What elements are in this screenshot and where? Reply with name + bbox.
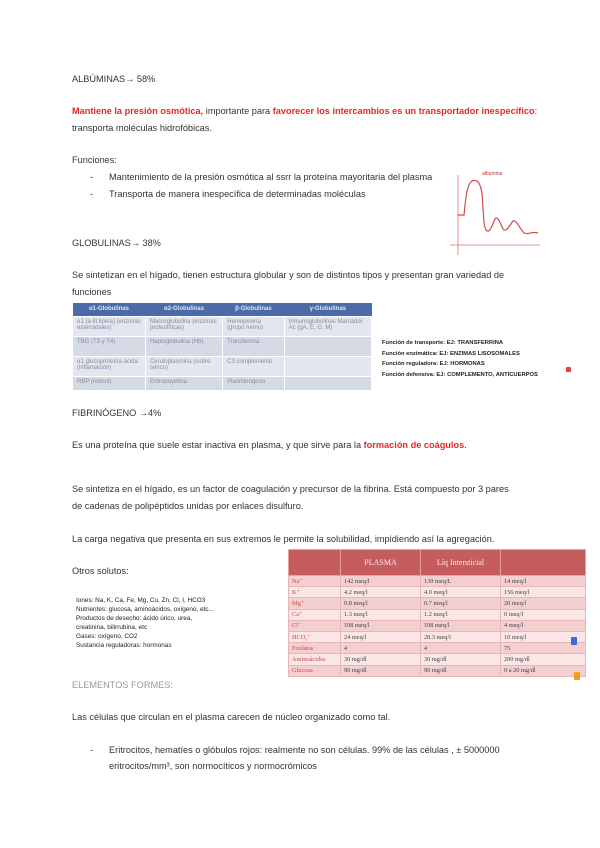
- table-cell: 0 meq/l: [501, 609, 586, 620]
- th-empty: [289, 550, 341, 576]
- elementos-bullet-line2: eritrocitos/mm³, son normocíticos y normocrómicos: [109, 761, 317, 771]
- albuminas-red2: favorecer los intercambios es un transportador inespecífico: [272, 106, 535, 116]
- table-cell: 1.2 meq/l: [421, 609, 501, 620]
- fibrinogeno-period: .: [464, 440, 467, 450]
- table-cell: 1.3 meq/l: [341, 609, 421, 620]
- fibrinogeno-red: formación de coágulos: [363, 440, 465, 450]
- th-empty-2: [501, 550, 586, 576]
- table-cell: K⁺: [289, 587, 341, 598]
- table-row: [73, 336, 372, 356]
- table-cell: [284, 356, 371, 376]
- table-cell: C3 complemento: [223, 356, 285, 376]
- th-gamma: γ-Globulinas: [284, 303, 371, 316]
- table-cell: [284, 376, 371, 390]
- fibrinogeno-line4: La carga negativa que presenta en sus extremos le permite la solubilidad, impidiendo así la agregación.: [72, 534, 495, 544]
- table-row: [289, 609, 586, 620]
- table-cell: [284, 336, 371, 356]
- table-cell: α1 (a-lit lipina) (enzimas esteroidales): [73, 316, 146, 336]
- albuminas-colon: :: [534, 106, 538, 116]
- table-cell: 200 mg/dl: [501, 654, 586, 665]
- fibrinogeno-line1: [72, 437, 552, 453]
- albuminas-line1: [72, 103, 542, 119]
- decorative-marker-icon: [566, 367, 571, 372]
- table-cell: 0.7 meq/l: [421, 598, 501, 609]
- function-item: Función defensiva: EJ: COMPLEMENTO, ANTICUERPOS: [382, 371, 538, 378]
- plasma-table-header: [289, 550, 586, 576]
- fibrinogeno-line2: Se sintetiza en el hígado, es un factor de coagulación y precursor de la fibrina. Está compuesto por 3 pares: [72, 484, 509, 494]
- funciones-label: Funciones:: [72, 155, 117, 165]
- table-cell: Na⁺: [289, 576, 341, 587]
- fibrinogeno-line3: de cadenas de polipéptidos unidas por enlaces disulfuro.: [72, 501, 304, 511]
- elementos-line: Las células que circulan en el plasma carecen de núcleo organizado como tal.: [72, 712, 391, 722]
- table-cell: Aminoácidos: [289, 654, 341, 665]
- table-cell: Ca⁺: [289, 609, 341, 620]
- table-cell: Cl⁻: [289, 620, 341, 631]
- albuminas-red1: Mantiene la presión osmótica,: [72, 106, 204, 116]
- fibrinogeno-heading: FIBRINÓGENO →4%: [72, 408, 162, 418]
- table-cell: 4.2 meq/l: [341, 587, 421, 598]
- table-cell: HCO₃⁻: [289, 631, 341, 642]
- list-item: Gases: oxígeno, CO2: [76, 633, 138, 640]
- table-row: [73, 316, 372, 336]
- decorative-marker-icon: [574, 672, 580, 680]
- globulinas-heading: GLOBULINAS→ 38%: [72, 238, 161, 248]
- globulinas-table: [72, 303, 372, 391]
- table-cell: 10 meq/l: [501, 631, 586, 642]
- list-item: creatinina, bilirrubina, etc: [76, 624, 148, 631]
- table-cell: Hemopexina (grupo hemo): [223, 316, 285, 336]
- albumin-electrophoresis-graph: [450, 163, 540, 256]
- table-cell: 108 meq/l: [341, 620, 421, 631]
- table-cell: 20 meq/l: [501, 598, 586, 609]
- list-item: Iones: Na, K, Ca, Fe, Mg, Cu, Zn, Cl, I, HCO3: [76, 597, 206, 604]
- table-row: [289, 576, 586, 587]
- table-cell: 90 mg/dl: [341, 665, 421, 676]
- table-cell: 4 meq/l: [501, 620, 586, 631]
- list-item: Productos de desecho: ácido úrico, urea,: [76, 615, 193, 622]
- table-cell: 0 a 20 mg/dl: [501, 665, 586, 676]
- table-cell: TBG (T3 y T4): [73, 336, 146, 356]
- table-cell: Macroglobulina (enzimas proteolíticas): [145, 316, 222, 336]
- table-row: [289, 665, 586, 676]
- th-alfa1: α1-Globulinas: [73, 303, 146, 316]
- decorative-marker-icon: [571, 637, 577, 645]
- albuminas-heading: ALBÚMINAS→ 58%: [72, 74, 156, 84]
- function-item: Función reguladora: EJ: HORMONAS: [382, 361, 485, 367]
- table-cell: RBP (retinol): [73, 376, 146, 390]
- table-cell: 0.8 meq/l: [341, 598, 421, 609]
- function-item: Función enzimática: EJ: ENZIMAS LISOSOMALES: [382, 350, 520, 357]
- table-cell: 142 meq/l: [341, 576, 421, 587]
- albuminas-bullet-1: - Mantenimiento de la presión osmótica al ssrr la proteína mayoritaria del plasma: [90, 172, 433, 182]
- table-row: [289, 587, 586, 598]
- table-cell: Ceruloplasmina (cobre sérico): [145, 356, 222, 376]
- table-cell: 28.3 meq/l: [421, 631, 501, 642]
- table-cell: 4: [421, 643, 501, 654]
- albuminas-mid: importante para: [203, 106, 273, 116]
- albuminas-line2: transporta moléculas hidrofóbicas.: [72, 123, 212, 133]
- table-cell: Plasminógeno: [223, 376, 285, 390]
- table-row: [289, 654, 586, 665]
- table-row: [73, 356, 372, 376]
- albuminas-bullet-2: - Transporta de manera inespecífica de determinadas moléculas: [90, 189, 366, 199]
- table-row: [289, 631, 586, 642]
- list-item: Sustancia reguladoras: hormonas: [76, 642, 172, 649]
- table-cell: 30 mg/dl: [341, 654, 421, 665]
- table-cell: 24 meq/l: [341, 631, 421, 642]
- th-alfa2: α2-Globulinas: [145, 303, 222, 316]
- table-cell: Inmunoglobulinas Marcador Ac (gA, E, G, M): [284, 316, 371, 336]
- table-cell: 4: [341, 643, 421, 654]
- globulinas-line1: Se sintetizan en el hígado, tienen estructura globular y son de distintos tipos y presentan gran variedad de: [72, 270, 505, 280]
- table-cell: Fosfatos: [289, 643, 341, 654]
- fibrinogeno-text: Es una proteína que suele estar inactiva en plasma, y que sirve para la: [72, 440, 364, 450]
- table-row: [73, 376, 372, 390]
- table-cell: Mg⁺: [289, 598, 341, 609]
- table-cell: 14 meq/l: [501, 576, 586, 587]
- table-cell: 156 meq/l: [501, 587, 586, 598]
- th-beta: β-Globulinas: [223, 303, 285, 316]
- th-plasma: PLASMA: [341, 550, 421, 576]
- table-row: [289, 643, 586, 654]
- elementos-bullet-line1: Eritrocitos, hematíes o glóbulos rojos: realmente no son células. 99% de las células , ± 5000000: [109, 745, 500, 755]
- table-row: [289, 620, 586, 631]
- otros-solutos-list: [76, 596, 276, 650]
- globulinas-line2: funciones: [72, 287, 112, 297]
- table-cell: 4.0 meq/l: [421, 587, 501, 598]
- otros-heading: Otros solutos:: [72, 566, 129, 576]
- globulin-functions-list: [382, 338, 588, 380]
- globulinas-table-header: [73, 303, 372, 316]
- table-cell: 75: [501, 643, 586, 654]
- graph-label: albumina: [482, 171, 503, 177]
- elementos-bullet: - Eritrocitos, hematíes o glóbulos rojos: realmente no son células. 99% de las células , ± 5000000 eritrocitos/mm³, son normocíticos y normocrómicos: [90, 742, 560, 774]
- table-cell: 30 mg/dl: [421, 654, 501, 665]
- table-cell: 108 meq/l: [421, 620, 501, 631]
- elementos-heading: ELEMENTOS FORMES:: [72, 680, 173, 690]
- table-cell: Transferrina: [223, 336, 285, 356]
- graph-curve: [458, 181, 538, 234]
- table-cell: 90 mg/dl: [421, 665, 501, 676]
- table-cell: Glucosa: [289, 665, 341, 676]
- function-item: Función de transporte: EJ: TRANSFERRINA: [382, 340, 504, 346]
- table-cell: Haptoglobulina (Hb): [145, 336, 222, 356]
- table-cell: Eritropoyetina: [145, 376, 222, 390]
- table-cell: 139 meq/L: [421, 576, 501, 587]
- plasma-composition-table: [288, 549, 586, 677]
- table-cell: α1 glucoproteína ácida (inflamación): [73, 356, 146, 376]
- table-row: [289, 598, 586, 609]
- list-item: Nutrientes: glucosa, aminoácidos, oxígeno, etc...: [76, 606, 214, 613]
- th-liq-intersticial: Líq Intersticial: [421, 550, 501, 576]
